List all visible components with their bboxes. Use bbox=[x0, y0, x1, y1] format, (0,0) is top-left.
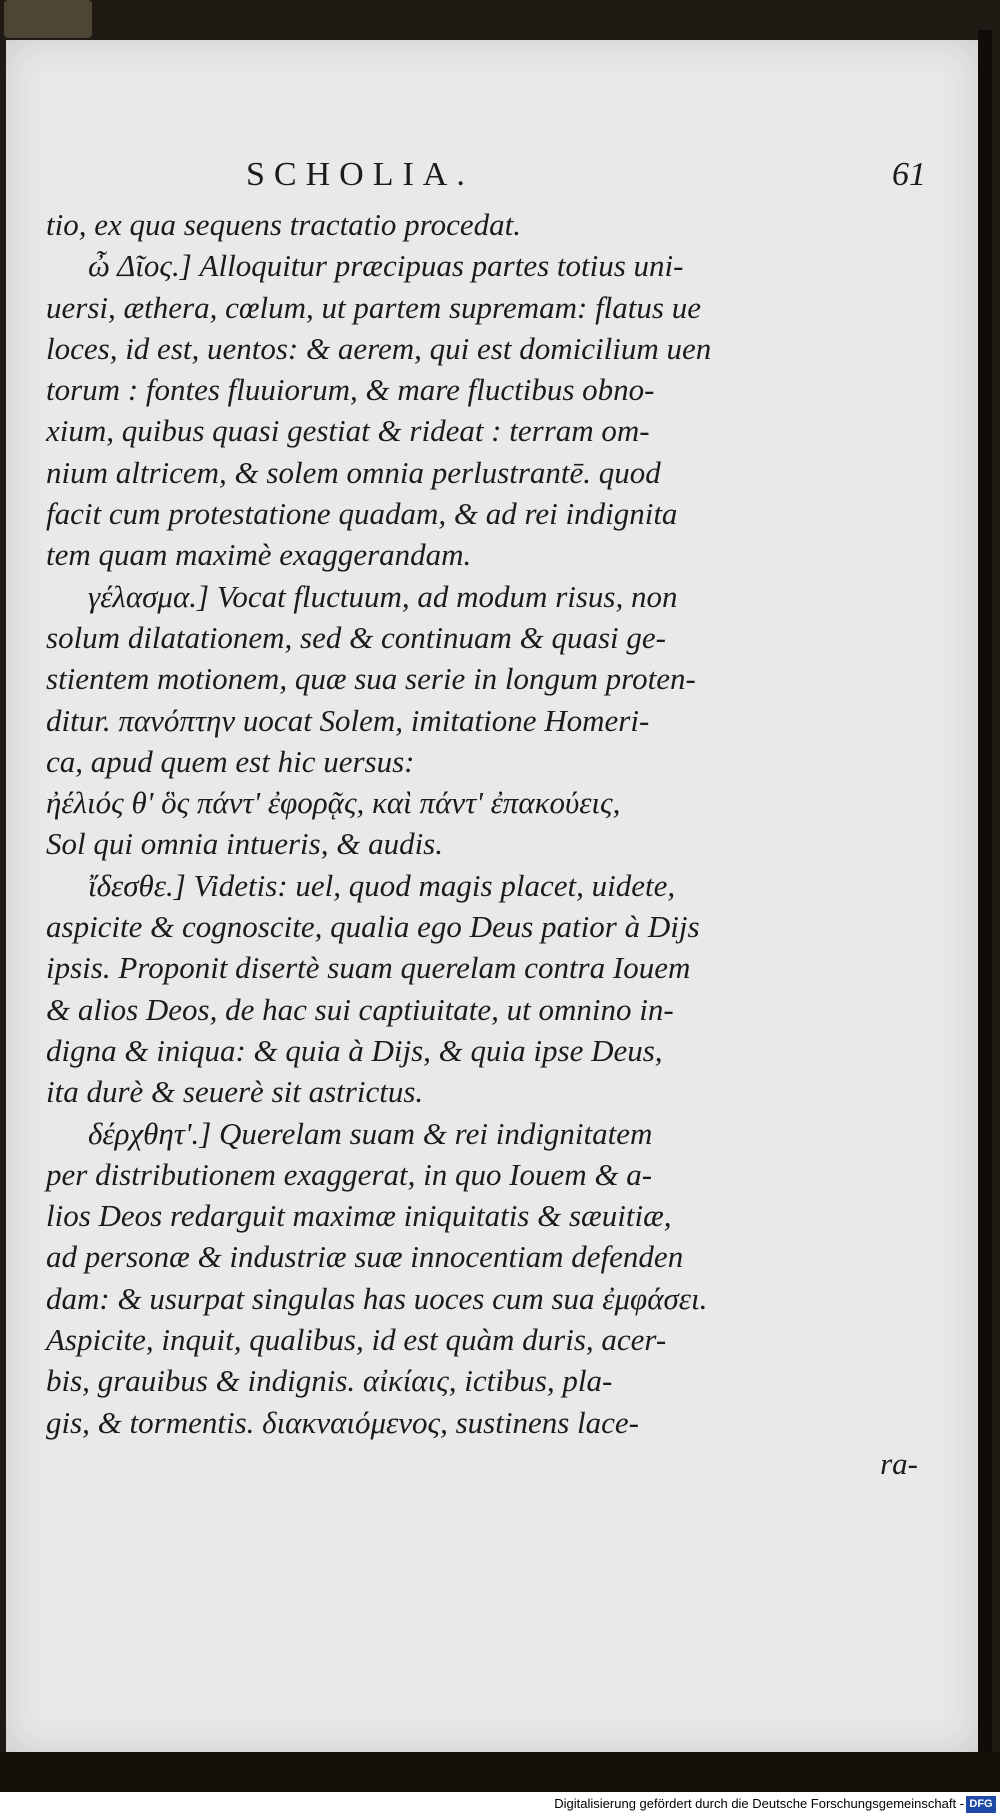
text-line: dam: & usurpat singulas has uoces cum sua ἐμφάσει. bbox=[46, 1280, 708, 1316]
text-line: torum : fontes fluuiorum, & mare fluctibus obno- bbox=[46, 372, 655, 408]
text-line: loces, id est, uentos: & aerem, qui est domicilium uen bbox=[46, 330, 712, 366]
binding-clip bbox=[4, 0, 92, 38]
text-line: Aspicite, inquit, qualibus, id est quàm duris, acer- bbox=[46, 1322, 667, 1358]
text-line: ita durè & seuerè sit astrictus. bbox=[46, 1074, 424, 1110]
dfg-logo-icon: DFG bbox=[966, 1796, 996, 1813]
text-line: per distributionem exaggerat, in quo Iouem & a- bbox=[46, 1156, 653, 1192]
text-line: uersi, æthera, cœlum, ut partem supremam: flatus ue bbox=[46, 289, 701, 325]
greek-verse-line: ἠέλιός θ' ὃς πάντ' ἐφορᾷς, καὶ πάντ' ἐπακούεις, bbox=[46, 785, 621, 821]
text-line: ca, apud quem est hic uersus: bbox=[46, 743, 415, 779]
page-number: 61 bbox=[892, 156, 926, 193]
page-header bbox=[46, 156, 926, 204]
text-line: nium altricem, & solem omnia perlustrantē. quod bbox=[46, 454, 661, 490]
text-line: ipsis. Proponit disertè suam querelam contra Iouem bbox=[46, 950, 691, 986]
text-line: gis, & tormentis. διακναιόμενος, sustinens lace- bbox=[46, 1404, 639, 1440]
digitization-footer bbox=[0, 1792, 1000, 1819]
text-line: ditur. πανόπτην uocat Solem, imitatione Homeri- bbox=[46, 702, 650, 738]
funding-credit: Digitalisierung gefördert durch die Deutsche Forschungsgemeinschaft - bbox=[554, 1796, 964, 1811]
text-line: aspicite & cognoscite, qualia ego Deus patior à Dijs bbox=[46, 909, 700, 945]
text-line: & alios Deos, de hac sui captiuitate, ut omnino in- bbox=[46, 991, 674, 1027]
text-line: bis, grauibus & indignis. αἰκίαις, ictibus, pla- bbox=[46, 1363, 613, 1399]
page-text bbox=[46, 156, 926, 1484]
text-line: tio, ex qua sequens tractatio procedat. bbox=[46, 207, 521, 242]
text-line: stientem motionem, quæ sua serie in longum proten- bbox=[46, 661, 696, 697]
running-head: SCHOLIA. bbox=[246, 156, 474, 193]
bottom-edge bbox=[0, 1752, 1000, 1792]
text-line: γέλασμα.] Vocat fluctuum, ad modum risus, non bbox=[88, 578, 678, 614]
text-line: xium, quibus quasi gestiat & rideat : terram om- bbox=[46, 413, 650, 449]
text-line: ἴδεσθε.] Videtis: uel, quod magis placet, uidete, bbox=[88, 867, 676, 903]
text-line: facit cum protestatione quadam, & ad rei indignita bbox=[46, 496, 678, 532]
text-line: solum dilatationem, sed & continuam & quasi ge- bbox=[46, 619, 666, 655]
text-line: ὦ Δῖος.] Alloquitur præcipuas partes totius uni- bbox=[88, 248, 684, 284]
text-line: tem quam maximè exaggerandam. bbox=[46, 537, 472, 573]
text-line: ad personæ & industriæ suæ innocentiam defenden bbox=[46, 1239, 684, 1275]
text-line: lios Deos redarguit maximæ iniquitatis & sæuitiæ, bbox=[46, 1198, 672, 1234]
catchword: ra- bbox=[880, 1445, 918, 1481]
text-line: δέρχθητ'.] Querelam suam & rei indignitatem bbox=[88, 1115, 653, 1151]
text-line: Sol qui omnia intueris, & audis. bbox=[46, 826, 443, 862]
page-edge bbox=[978, 30, 992, 1760]
text-line: digna & iniqua: & quia à Dijs, & quia ipse Deus, bbox=[46, 1032, 663, 1068]
